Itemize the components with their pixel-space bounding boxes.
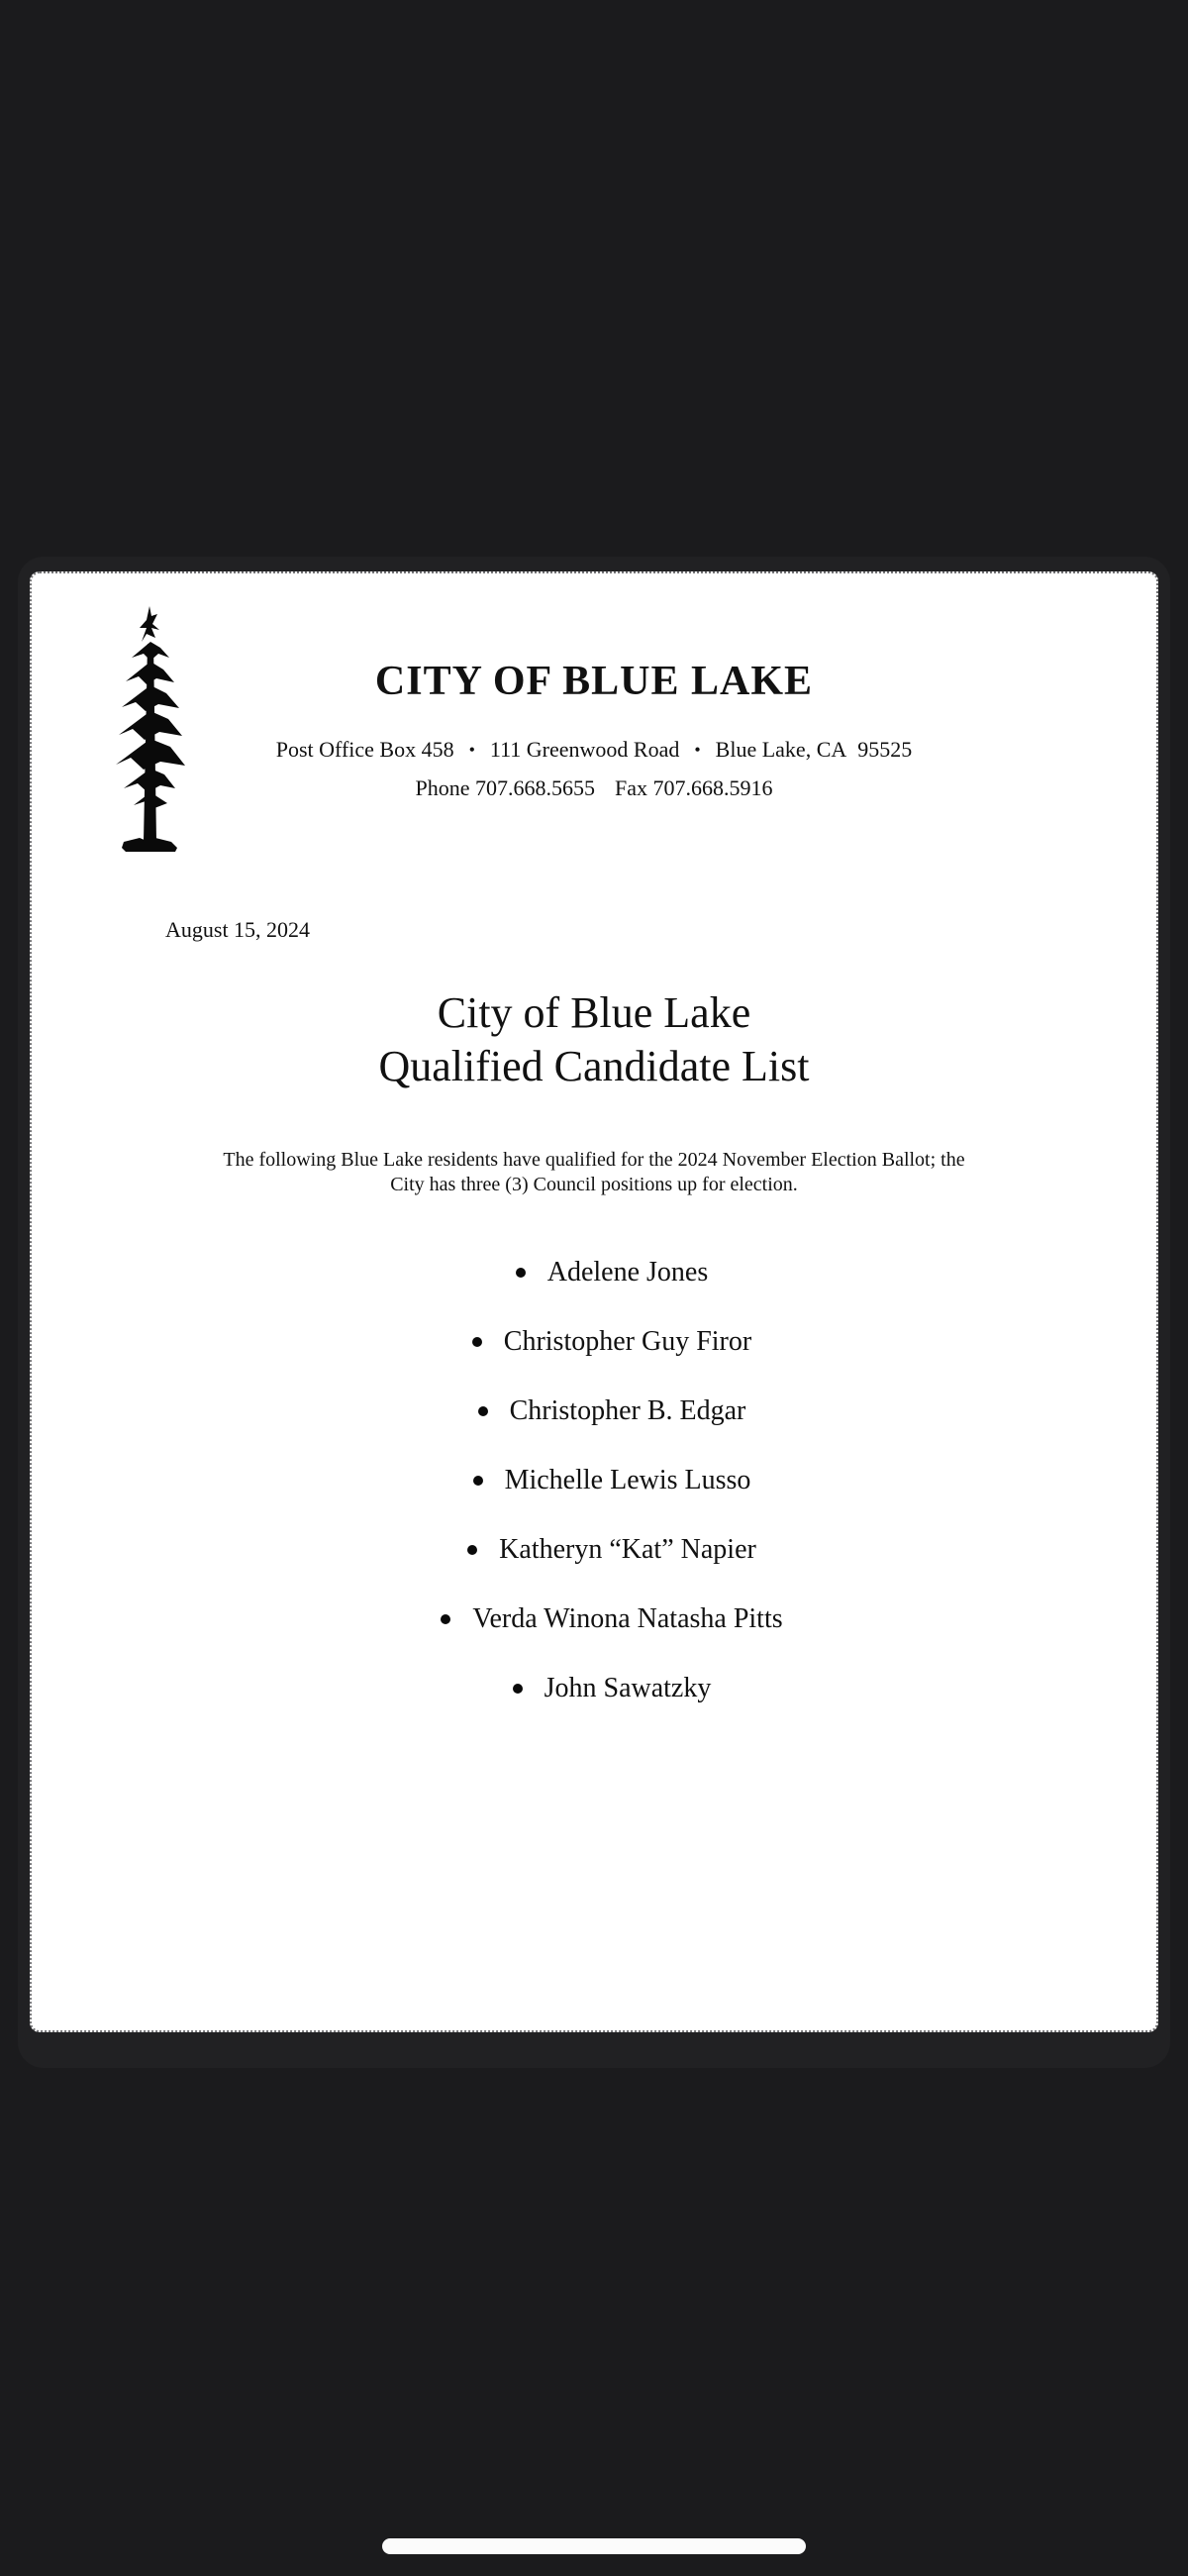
bullet-icon: [473, 1476, 483, 1486]
candidate-list-item: [50, 1605, 1170, 1633]
bullet-icon: [467, 1545, 477, 1555]
candidate-name: Michelle Lewis Lusso: [504, 1465, 751, 1495]
document-viewer-sheet[interactable]: [18, 557, 1170, 2068]
document-page: [30, 571, 1158, 2032]
address-city-state-zip: Blue Lake, CA 95525: [715, 737, 913, 762]
address-street: 111 Greenwood Road: [489, 737, 680, 762]
candidate-list-item: [50, 1467, 1170, 1494]
candidate-name: Verda Winona Natasha Pitts: [472, 1603, 783, 1634]
redwood-tree-logo: [114, 604, 187, 852]
phone-number: Phone 707.668.5655: [415, 775, 595, 800]
candidate-list-item: [50, 1328, 1170, 1356]
fax-number: Fax 707.668.5916: [615, 775, 773, 800]
bullet-separator-icon: •: [694, 740, 701, 760]
document-title-line2: Qualified Candidate List: [378, 1042, 810, 1090]
home-indicator-bar[interactable]: [382, 2538, 806, 2554]
candidate-name: Christopher Guy Firor: [503, 1326, 752, 1357]
candidate-name: Katheryn “Kat” Napier: [499, 1534, 756, 1565]
candidate-name: Adelene Jones: [546, 1257, 709, 1288]
document-title: [32, 986, 1156, 1093]
bullet-icon: [472, 1337, 482, 1347]
candidate-name: Christopher B. Edgar: [509, 1395, 746, 1426]
candidate-list-item: [50, 1675, 1170, 1702]
address-po-box: Post Office Box 458: [275, 737, 454, 762]
candidate-list-item: [50, 1259, 1170, 1287]
bullet-icon: [516, 1268, 526, 1278]
candidate-list-item: [50, 1397, 1170, 1425]
bullet-separator-icon: •: [468, 740, 475, 760]
bullet-icon: [513, 1684, 523, 1694]
intro-line1: The following Blue Lake residents have qualified for the 2024 November Election Ballot; the: [223, 1149, 965, 1171]
letterhead-phone-fax: [32, 774, 1156, 802]
bullet-icon: [441, 1614, 450, 1624]
document-date: August 15, 2024: [165, 917, 311, 942]
candidate-list: [32, 1259, 1156, 1744]
letterhead-address: [32, 736, 1156, 764]
letterhead-title: CITY OF BLUE LAKE: [374, 659, 814, 704]
intro-line2: City has three (3) Council positions up for election.: [390, 1174, 798, 1195]
bullet-icon: [478, 1406, 488, 1416]
intro-paragraph: [32, 1148, 1156, 1197]
document-title-line1: City of Blue Lake: [437, 988, 751, 1037]
candidate-name: John Sawatzky: [544, 1673, 712, 1703]
candidate-list-item: [50, 1536, 1170, 1564]
